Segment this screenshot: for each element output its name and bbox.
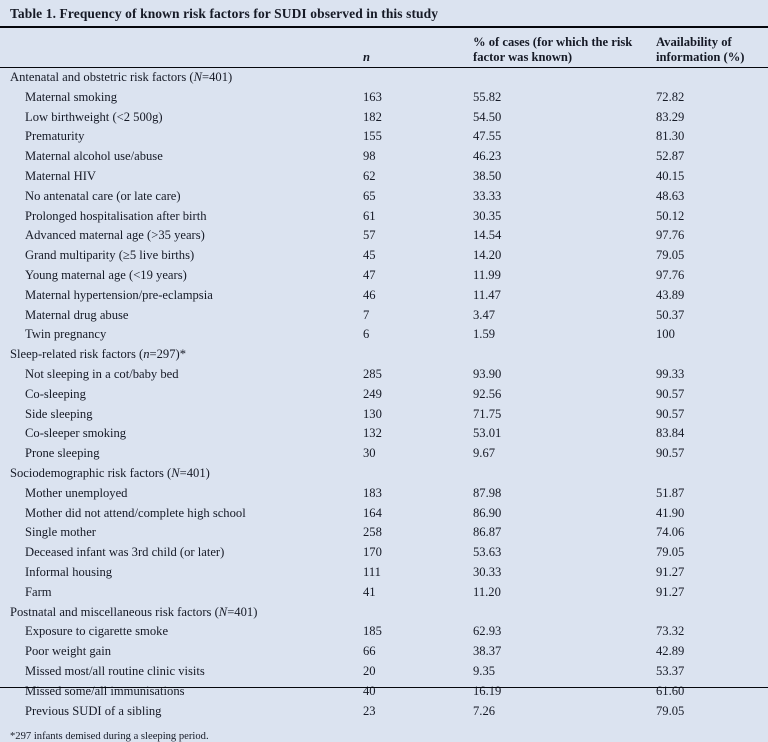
empty-cell (656, 464, 768, 484)
table-row (0, 702, 768, 722)
availability-value: 42.89 (656, 644, 685, 659)
table-row (0, 504, 768, 524)
n-value: 249 (363, 386, 382, 401)
risk-factor-label: Farm (25, 584, 52, 599)
availability-value: 99.33 (656, 366, 685, 381)
pct-cases-value: 14.20 (473, 248, 502, 263)
n-value: 45 (363, 248, 376, 263)
n-value: 258 (363, 525, 382, 540)
table-row (0, 563, 768, 583)
pct-cases-value: 9.35 (473, 663, 496, 678)
n-value: 65 (363, 188, 376, 203)
risk-factor-label: Single mother (25, 525, 97, 540)
table-title: Table 1. Frequency of known risk factors for SUDI observed in this study (10, 6, 439, 21)
table-row (0, 662, 768, 682)
table-row (0, 167, 768, 187)
availability-value: 91.27 (656, 564, 685, 579)
availability-value: 53.37 (656, 663, 685, 678)
table-body (0, 68, 768, 722)
table-row (0, 543, 768, 563)
risk-factor-label: Young maternal age (<19 years) (25, 267, 187, 282)
n-value: 30 (363, 446, 376, 461)
table-row (0, 444, 768, 464)
table-row (0, 266, 768, 286)
availability-value: 72.82 (656, 89, 685, 104)
table-row (0, 682, 768, 702)
n-value: 111 (363, 564, 381, 579)
risk-factor-label: Maternal drug abuse (25, 307, 129, 322)
n-value: 7 (363, 307, 370, 322)
risk-factor-label: Deceased infant was 3rd child (or later) (25, 545, 225, 560)
pct-cases-value: 54.50 (473, 109, 502, 124)
empty-cell (656, 603, 768, 623)
availability-value: 79.05 (656, 703, 685, 718)
n-value: 40 (363, 683, 376, 698)
availability-value: 79.05 (656, 248, 685, 263)
n-value: 6 (363, 327, 370, 342)
n-value: 185 (363, 624, 382, 639)
availability-value: 83.84 (656, 426, 685, 441)
risk-factor-label: Prematurity (25, 129, 85, 144)
n-value: 164 (363, 505, 382, 520)
n-value: 46 (363, 287, 376, 302)
risk-factor-label: Prolonged hospitalisation after birth (25, 208, 207, 223)
risk-factor-label: Previous SUDI of a sibling (25, 703, 162, 718)
availability-value: 50.12 (656, 208, 685, 223)
n-value: 57 (363, 228, 376, 243)
risk-factor-label: Co-sleeping (25, 386, 86, 401)
pct-cases-value: 14.54 (473, 228, 502, 243)
n-value: 183 (363, 485, 382, 500)
availability-value: 90.57 (656, 446, 685, 461)
risk-factor-label: Maternal HIV (25, 168, 96, 183)
risk-factor-label: Co-sleeper smoking (25, 426, 127, 441)
section-header: Antenatal and obstetric risk factors (N=401) (10, 70, 233, 84)
availability-value: 61.60 (656, 683, 685, 698)
risk-factor-label: Informal housing (25, 564, 113, 579)
risk-factor-table (0, 28, 768, 721)
risk-factor-label: Maternal alcohol use/abuse (25, 149, 163, 164)
pct-cases-value: 53.63 (473, 545, 502, 560)
availability-value: 74.06 (656, 525, 685, 540)
availability-value: 83.29 (656, 109, 685, 124)
pct-cases-value: 87.98 (473, 485, 502, 500)
empty-cell (363, 464, 473, 484)
risk-factor-label: Not sleeping in a cot/baby bed (25, 366, 179, 381)
risk-factor-label: No antenatal care (or late care) (25, 188, 181, 203)
risk-factor-label: Missed some/all immunisations (25, 683, 185, 698)
n-value: 61 (363, 208, 376, 223)
n-value: 20 (363, 663, 376, 678)
section-header-row (0, 603, 768, 623)
pct-cases-value: 33.33 (473, 188, 502, 203)
availability-value: 81.30 (656, 129, 685, 144)
pct-cases-value: 3.47 (473, 307, 496, 322)
table-row (0, 523, 768, 543)
header-n-column: n (363, 28, 473, 68)
n-value: 163 (363, 89, 382, 104)
risk-factor-label: Mother unemployed (25, 485, 128, 500)
table-row (0, 226, 768, 246)
risk-factor-label: Maternal hypertension/pre-eclampsia (25, 287, 213, 302)
table-row (0, 405, 768, 425)
header-pct-column: % of cases (for which the risk factor was known) (473, 28, 656, 68)
availability-value: 50.37 (656, 307, 685, 322)
header-label-column (0, 28, 363, 68)
pct-cases-value: 93.90 (473, 366, 502, 381)
n-value: 155 (363, 129, 382, 144)
availability-value: 51.87 (656, 485, 685, 500)
section-header-row (0, 68, 768, 88)
availability-value: 97.76 (656, 228, 685, 243)
availability-value: 79.05 (656, 545, 685, 560)
empty-cell (363, 68, 473, 88)
availability-value: 43.89 (656, 287, 685, 302)
pct-cases-value: 38.50 (473, 168, 502, 183)
empty-cell (656, 345, 768, 365)
table-row (0, 286, 768, 306)
pct-cases-value: 53.01 (473, 426, 502, 441)
n-value: 62 (363, 168, 376, 183)
availability-value: 73.32 (656, 624, 685, 639)
pct-cases-value: 7.26 (473, 703, 496, 718)
availability-value: 40.15 (656, 168, 685, 183)
pct-cases-value: 30.33 (473, 564, 502, 579)
n-value: 182 (363, 109, 382, 124)
risk-factor-label: Mother did not attend/complete high school (25, 505, 246, 520)
empty-cell (363, 345, 473, 365)
risk-factor-label: Exposure to cigarette smoke (25, 624, 169, 639)
section-header-row (0, 345, 768, 365)
header-availability-column: Availability of information (%) (656, 28, 768, 68)
n-value: 66 (363, 644, 376, 659)
section-header: Postnatal and miscellaneous risk factors (N=401) (10, 604, 258, 619)
pct-cases-value: 38.37 (473, 644, 502, 659)
n-value: 130 (363, 406, 382, 421)
empty-cell (473, 68, 656, 88)
risk-factor-label: Grand multiparity (≥5 live births) (25, 248, 195, 263)
n-value: 285 (363, 366, 382, 381)
risk-factor-label: Low birthweight (<2 500g) (25, 109, 163, 124)
risk-factor-label: Prone sleeping (25, 446, 100, 461)
section-header: Sleep-related risk factors (n=297)* (10, 347, 187, 362)
table-row (0, 187, 768, 207)
pct-cases-value: 11.47 (473, 287, 501, 302)
empty-cell (473, 464, 656, 484)
n-value: 98 (363, 149, 376, 164)
table-row (0, 622, 768, 642)
pct-cases-value: 86.87 (473, 525, 502, 540)
section-header-row (0, 464, 768, 484)
table-header (0, 28, 768, 68)
availability-value: 48.63 (656, 188, 685, 203)
risk-factor-label: Maternal smoking (25, 89, 117, 104)
empty-cell (656, 68, 768, 88)
pct-cases-value: 47.55 (473, 129, 502, 144)
header-row (0, 28, 768, 68)
table-row (0, 325, 768, 345)
table-row (0, 424, 768, 444)
pct-cases-value: 92.56 (473, 386, 502, 401)
empty-cell (473, 345, 656, 365)
pct-cases-value: 46.23 (473, 149, 502, 164)
table-row (0, 127, 768, 147)
table-row (0, 246, 768, 266)
pct-cases-value: 1.59 (473, 327, 496, 342)
availability-value: 97.76 (656, 267, 685, 282)
table-footnote: *297 infants demised during a sleeping period. (10, 731, 209, 742)
pct-cases-value: 9.67 (473, 446, 496, 461)
pct-cases-value: 86.90 (473, 505, 502, 520)
risk-factor-label: Poor weight gain (25, 644, 112, 659)
n-value: 47 (363, 267, 376, 282)
risk-factor-label: Advanced maternal age (>35 years) (25, 228, 205, 243)
pct-cases-value: 62.93 (473, 624, 502, 639)
n-value: 170 (363, 545, 382, 560)
empty-cell (473, 603, 656, 623)
bottom-rule (0, 687, 768, 688)
availability-value: 100 (656, 327, 675, 342)
table-row (0, 365, 768, 385)
section-header: Sociodemographic risk factors (N=401) (10, 465, 210, 480)
risk-factor-label: Twin pregnancy (25, 327, 107, 342)
pct-cases-value: 71.75 (473, 406, 502, 421)
pct-cases-value: 55.82 (473, 89, 502, 104)
availability-value: 41.90 (656, 505, 685, 520)
table-row (0, 484, 768, 504)
availability-value: 90.57 (656, 386, 685, 401)
availability-value: 52.87 (656, 149, 685, 164)
pct-cases-value: 11.99 (473, 267, 501, 282)
availability-value: 91.27 (656, 584, 685, 599)
table-row (0, 207, 768, 227)
table-row (0, 306, 768, 326)
table-row (0, 147, 768, 167)
table-row (0, 385, 768, 405)
availability-value: 90.57 (656, 406, 685, 421)
n-value: 132 (363, 426, 382, 441)
n-value: 41 (363, 584, 376, 599)
table-row (0, 583, 768, 603)
n-value: 23 (363, 703, 376, 718)
pct-cases-value: 11.20 (473, 584, 501, 599)
empty-cell (363, 603, 473, 623)
table-row (0, 642, 768, 662)
table-row (0, 108, 768, 128)
table-row (0, 88, 768, 108)
risk-factor-label: Missed most/all routine clinic visits (25, 663, 205, 678)
risk-factor-label: Side sleeping (25, 406, 93, 421)
pct-cases-value: 30.35 (473, 208, 502, 223)
pct-cases-value: 16.19 (473, 683, 502, 698)
